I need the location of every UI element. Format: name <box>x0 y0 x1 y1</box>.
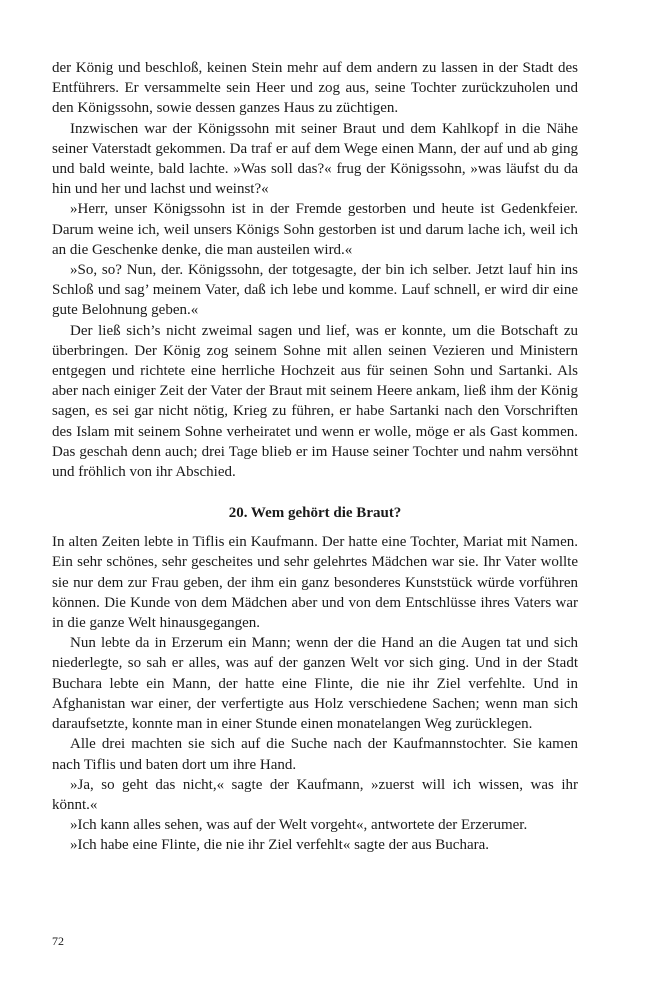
paragraph: der König und beschloß, keinen Stein mehr auf dem andern zu lassen in der Stadt des Entführers. Er versammelte sein Heer und zog aus, seine Tochter zurückzuholen und den Königssohn, sowie dessen ganzes Haus zu züchtigen. <box>52 60 578 117</box>
paragraph: Nun lebte da in Erzerum ein Mann; wenn der die Hand an die Augen tat und sich niederlegte, so sah er alles, was auf der ganzen Welt vor sich ging. Und in der Stadt Buchara lebte ein Mann, der hatte eine Flinte, die nie ihr Ziel verfehlte. Und in Afghanistan war einer, der verfertigte aus Holz verschiedene Sachen; wenn man sich daraufsetzte, konnte man in einer Stunde einen monatelangen Weg zurücklegen. <box>52 635 578 733</box>
section-gap <box>52 482 578 503</box>
page-body <box>52 58 578 856</box>
paragraph: »Ich kann alles sehen, was auf der Welt vorgeht«, antwortete der Erzerumer. <box>70 817 528 834</box>
paragraph: »Ja, so geht das nicht,« sagte der Kaufmann, »zuerst will ich wissen, was ihr könnt.« <box>52 776 578 813</box>
chapter-text <box>52 532 578 855</box>
paragraph: Inzwischen war der Königssohn mit seiner Braut und dem Kahlkopf in die Nähe seiner Vaterstadt gekommen. Da traf er auf dem Wege einen Mann, der auf und ab ging und bald weinte, bald lachte. »Was soll das?« frug der Königssohn, »was läufst du da hin und her und lachst und weinst?« <box>52 120 578 198</box>
page-number: 72 <box>52 934 64 948</box>
heading-gap <box>52 523 578 532</box>
paragraph: Alle drei machten sie sich auf die Suche nach der Kaufmannstochter. Sie kamen nach Tiflis und baten dort um ihre Hand. <box>52 736 578 773</box>
paragraph: »So, so? Nun, der. Königssohn, der totgesagte, der bin ich selber. Jetzt lauf hin ins Schloß und sag’ meinem Vater, daß ich lebe und komme. Lauf schnell, er wird dir eine gute Belohnung geben.« <box>52 262 578 319</box>
chapter-heading: 20. Wem gehört die Braut? <box>228 505 402 522</box>
paragraph: Der ließ sich’s nicht zweimal sagen und lief, was er konnte, um die Botschaft zu überbringen. Der König zog seinem Sohne mit allen seinen Vezieren und Ministern entgegen und richtete eine herrliche Hochzeit aus für seinen Sohn und Sartanki. Als aber nach einiger Zeit der Vater der Braut mit seinem Heere ankam, ließ ihm der König sagen, es sei gar nicht nötig, Krieg zu führen, er habe Sartanki nach den Vorschriften des Islam mit seinem Sohne verheiratet und wenn er wolle, möge er als Gast kommen. Das geschah denn auch; drei Tage blieb er im Hause seiner Tochter und nahm versöhnt und fröhlich von ihr Abschied. <box>52 322 578 481</box>
paragraph: In alten Zeiten lebte in Tiflis ein Kaufmann. Der hatte eine Tochter, Mariat mit Namen. Ein sehr schönes, sehr gescheites und sehr gelehrtes Mädchen war sie. Ihr Vater wollte sie nur dem zur Frau geben, der ihm ein ganz besonderes Kunststück würde vorführen können. Die Kunde von dem Mädchen aber und von dem Entschlüsse ihres Vaters war in die ganze Welt hinausgegangen. <box>52 534 578 632</box>
previous-story-continuation <box>52 58 578 482</box>
paragraph: »Herr, unser Königssohn ist in der Fremde gestorben und heute ist Gedenkfeier. Darum weine ich, weil unsers Königs Sohn gestorben ist und darum lache ich, weil ich an die Geschenke denke, die man austeilen wird.« <box>52 201 578 258</box>
paragraph: »Ich habe eine Flinte, die nie ihr Ziel verfehlt« sagte der aus Buchara. <box>70 837 490 854</box>
